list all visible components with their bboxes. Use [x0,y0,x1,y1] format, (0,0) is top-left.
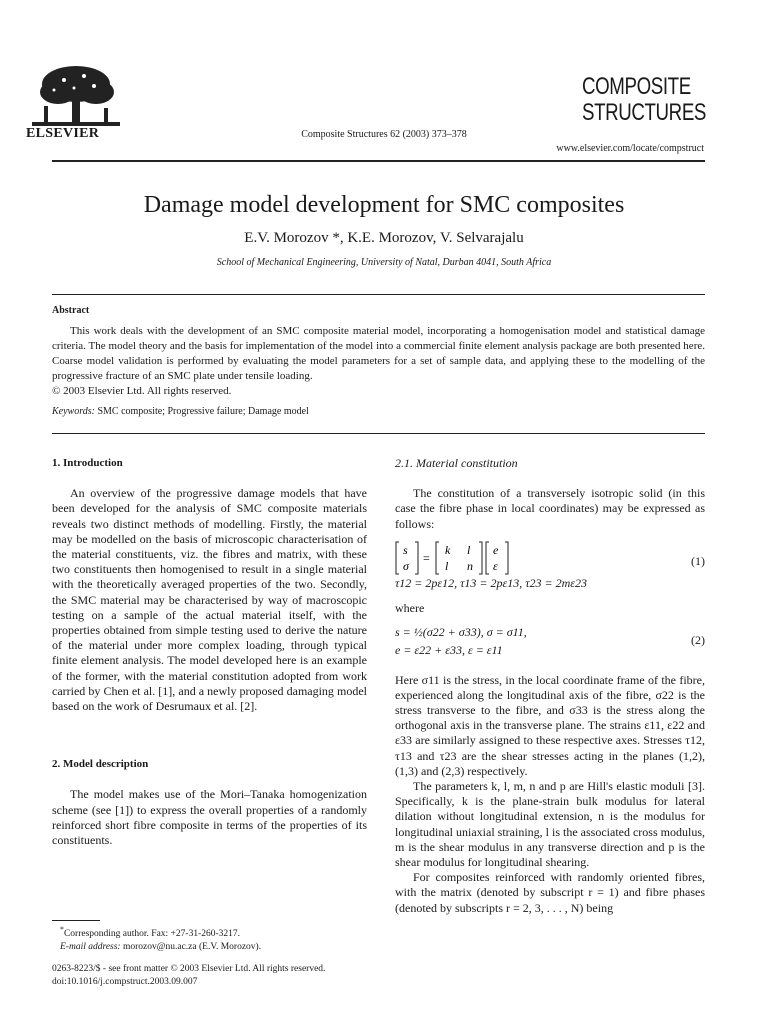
keywords-list: SMC composite; Progressive failure; Damage model [94,406,309,417]
footnote-rule [52,920,100,921]
footnote-marker: * [60,925,64,934]
abstract-top-rule [52,294,705,295]
keywords-label: Keywords: [52,406,95,417]
keywords [52,406,309,417]
journal-brand-line2: STRUCTURES [581,99,706,126]
front-matter-line: 0263-8223/$ - see front matter © 2003 Elsevier Ltd. All rights reserved. [52,964,326,974]
article-title: Damage model development for SMC composites [143,192,625,218]
svg-text:s: s [403,542,408,557]
right-column [395,456,705,916]
journal-brand [582,74,706,126]
svg-text:e: e [493,542,499,557]
equation-2-line1: s = ½(σ22 + σ33), σ = σ11, [395,625,527,640]
abstract-text: This work deals with the development of an SMC composite material model, incorporating a homogenisation model and statistical damage criteria. The model theory and the basis for implementation of the model into a commercial finite element analysis package are both presented here. Coarse model validation is performed by evaluating the model parameters for a set of sample data, and applying these to the modelling of the progressive fracture of an SMC plate under tensile loading. [52,325,705,382]
journal-citation: Composite Structures 62 (2003) 373–378 [301,129,467,140]
svg-text:σ: σ [403,558,409,573]
elsevier-tree-logo-icon [24,62,128,132]
equation-1-matrix [395,540,705,576]
svg-text:k: k [445,542,451,557]
journal-url[interactable]: www.elsevier.com/locate/compstruct [556,143,704,154]
section-1-paragraph: An overview of the progressive damage models that have been developed for the analysis of SMC composite materials reveals two distinct methods of modelling. Firstly, the material may be modelled on the basis of microscopic characterisation of the material constituents, viz. the fibres and matrix, with these two constituents then homogenised to result in a single material with the theoretically averaged properties of the two. Secondly, the SMC material may be characterised by way of macroscopic testing on a sample of the actual material itself, with the properties obtained from simple testing used to derive the nature of the material under more complex loading, through typical finite element analysis. The model developed here is an example of the former, with the material constitution adopted from work carried by Chen et al. [1], and a newly proposed damaging model based on the work of Desrumaux et al. [2]. [52,486,367,714]
hill-moduli-paragraph: The parameters k, l, m, n and p are Hill's elastic moduli [3]. Specifically, k is the plane-strain bulk modulus for lateral dilation without longitudinal extension, n is the modulus for longitudinal uniaxial straining, l is the associated cross modulus, m is the shear modulus in any transverse direction and p is the shear modulus for longitudinal shearing. [395,779,705,870]
svg-text:l: l [467,542,471,557]
section-2-heading: 2. Model description [52,758,149,771]
abstract-copyright: © 2003 Elsevier Ltd. All rights reserved. [52,385,232,397]
random-fibres-paragraph: For composites reinforced with randomly oriented fibres, with the matrix (denoted by subscript r = 1) and fibre phases (denoted by subscripts r = 2, 3, . . . , N) being [395,870,705,915]
equation-1-matrix-graphic [395,540,515,576]
svg-text:n: n [467,558,473,573]
header-rule [52,160,705,162]
svg-text:=: = [423,550,430,565]
abstract-body [52,324,705,399]
footnote-email-link[interactable]: morozov@nu.ac.za [122,942,197,953]
doi-line[interactable]: doi:10.1016/j.compstruct.2003.09.007 [52,977,198,987]
article-authors: E.V. Morozov *, K.E. Morozov, V. Selvarajalu [244,230,524,246]
equation-2 [395,625,705,658]
abstract-heading: Abstract [52,305,90,316]
equation-2-line2: e = ε22 + ε33, ε = ε11 [395,643,503,658]
equation-1-number: (1) [691,553,705,568]
section-1-heading: 1. Introduction [52,457,123,469]
footnote [60,923,261,954]
equation-1-shear: τ12 = 2pε12, τ13 = 2pε13, τ23 = 2mε23 [395,575,588,590]
journal-brand-line1: COMPOSITE [581,73,691,100]
abstract-bottom-rule [52,433,705,434]
material-intro-paragraph: The constitution of a transversely isotropic solid (in this case the fibre phase in local coordinates) may be expressed as follows: [395,486,705,531]
footnote-fax: Corresponding author. Fax: +27-31-260-3217. [63,929,241,940]
front-matter-info [52,963,325,989]
footnote-email-suffix: (E.V. Morozov). [196,942,262,953]
svg-text:ε: ε [493,558,498,573]
equation-2-number: (2) [691,633,705,648]
subsection-2-1-heading: 2.1. Material constitution [395,456,518,470]
publisher-name: ELSEVIER [26,126,100,141]
where-label: where [395,601,425,616]
article-affiliation: School of Mechanical Engineering, University of Natal, Durban 4041, South Africa [216,257,552,268]
footnote-email-label: E-mail address: [60,942,121,953]
section-2-paragraph: The model makes use of the Mori–Tanaka homogenization scheme (see [1]) to express the overall properties of a randomly reinforced short fibre composite in terms of the properties of its constituents. [52,787,367,848]
stress-definition-paragraph: Here σ11 is the stress, in the local coordinate frame of the fibre, experienced along the longitudinal axis of the fibre, σ22 is the stress transverse to the fibre, and σ33 is the stress along the orthogonal axis in the transverse plane. The strains ε11, ε22 and ε33 are similarly assigned to these respective axes. Stresses τ12, τ13 and τ23 are the shear stresses acting in the planes (1,2), (1,3) and (2,3) respectively. [395,672,705,778]
left-column [52,456,367,848]
svg-text:l: l [445,558,449,573]
